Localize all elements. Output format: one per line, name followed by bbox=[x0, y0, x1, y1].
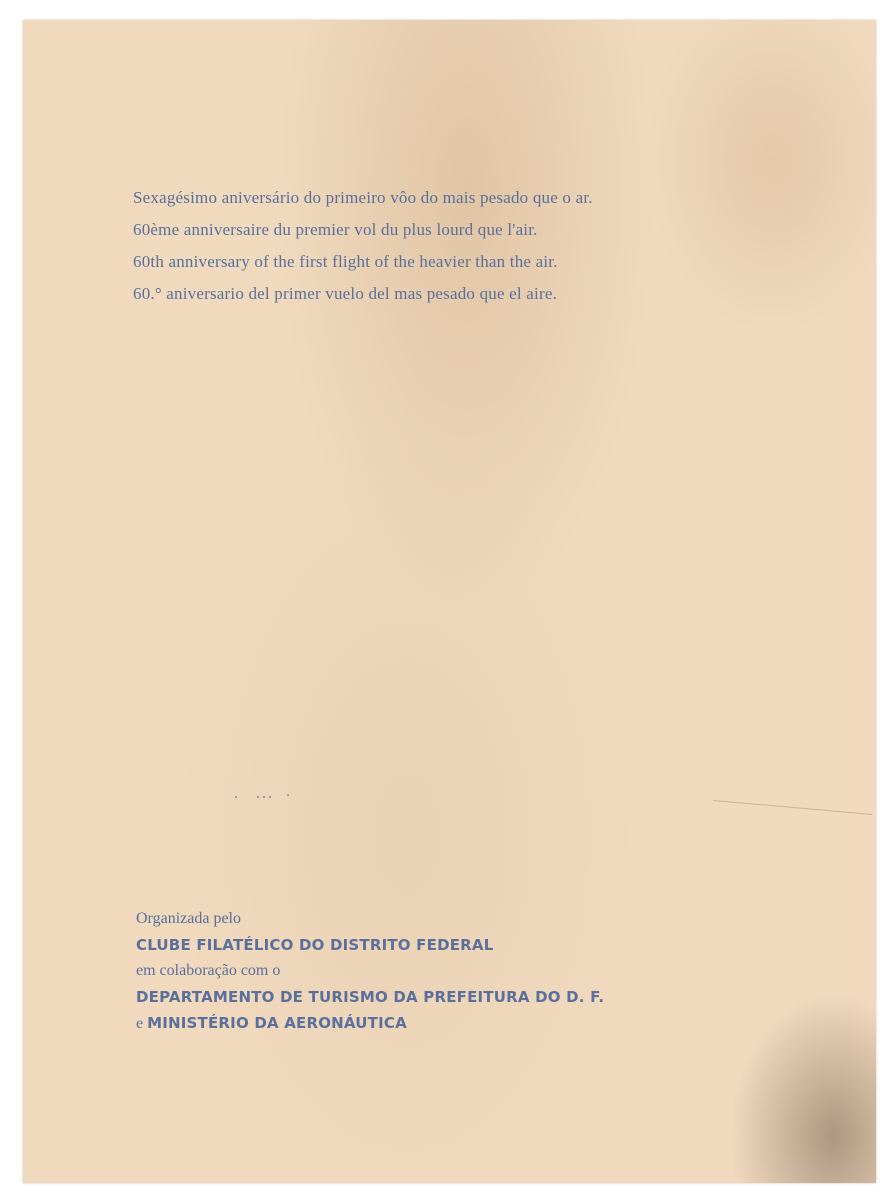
club-name: CLUBE FILATÉLICO DO DISTRITO FEDERAL bbox=[136, 936, 494, 954]
document-page bbox=[23, 20, 876, 1183]
organized-by-label: Organizada pelo bbox=[136, 910, 241, 927]
collaboration-label: em colaboração com o bbox=[136, 962, 281, 979]
paper-crease bbox=[713, 800, 872, 815]
anniversary-line-french: 60ème anniversaire du premier vol du plus lourd que l'air. bbox=[133, 220, 538, 239]
ministry-name: MINISTÉRIO DA AERONÁUTICA bbox=[147, 1014, 407, 1032]
ink-specks bbox=[235, 794, 295, 802]
anniversary-line-spanish: 60.° aniversario del primer vuelo del mas pesado que el aire. bbox=[133, 284, 558, 303]
anniversary-line-english: 60th anniversary of the first flight of the heavier than the air. bbox=[133, 252, 558, 271]
organizers-block bbox=[136, 906, 604, 1037]
ministry-line bbox=[136, 1010, 604, 1037]
anniversary-line-portuguese: Sexagésimo aniversário do primeiro vôo do mais pesado que o ar. bbox=[133, 188, 593, 207]
anniversary-text-block bbox=[133, 182, 593, 310]
department-name: DEPARTAMENTO DE TURISMO DA PREFEITURA DO D. F. bbox=[136, 988, 605, 1006]
ministry-prefix: e bbox=[136, 1015, 144, 1032]
